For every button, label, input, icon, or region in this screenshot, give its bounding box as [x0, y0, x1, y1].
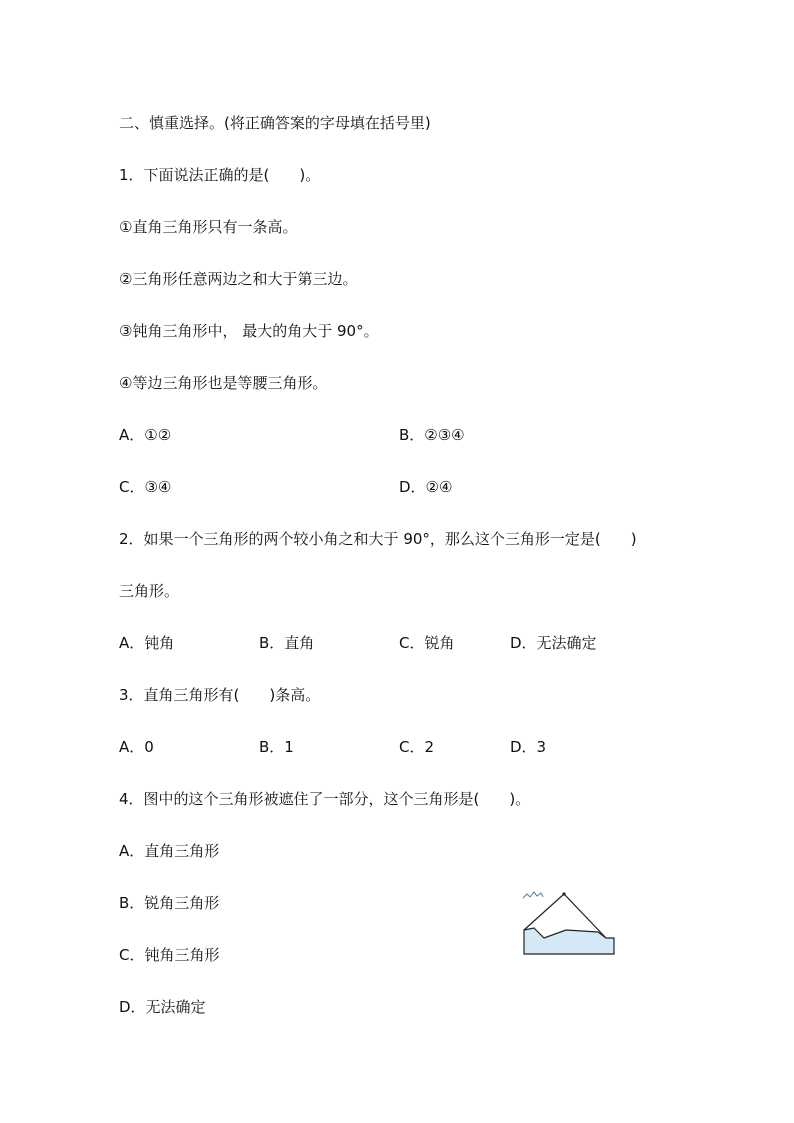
triangle-apex — [562, 892, 565, 895]
q2-option-c[interactable]: C．锐角 — [399, 634, 455, 652]
q1-option-a[interactable]: A．①② — [119, 426, 172, 444]
section-title: 二、慎重选择。(将正确答案的字母填在括号里) — [119, 114, 431, 132]
q3-option-d[interactable]: D．3 — [510, 738, 547, 756]
q2-stem-line2: 三角形。 — [119, 582, 180, 600]
covered-triangle-figure — [520, 888, 620, 958]
q1-statement-3: ③钝角三角形中， 最大的角大于 90°。 — [119, 322, 379, 340]
q1-statement-1: ①直角三角形只有一条高。 — [119, 218, 298, 236]
q4-option-c[interactable]: C．钝角三角形 — [119, 946, 220, 964]
q2-option-a[interactable]: A．钝角 — [119, 634, 175, 652]
q1-option-b[interactable]: B．②③④ — [399, 426, 465, 444]
q1-stem: 1．下面说法正确的是( )。 — [119, 166, 321, 184]
q4-option-d[interactable]: D．无法确定 — [119, 998, 206, 1016]
q4-option-b[interactable]: B．锐角三角形 — [119, 894, 220, 912]
q3-option-c[interactable]: C．2 — [399, 738, 435, 756]
q1-option-c[interactable]: C．③④ — [119, 478, 172, 496]
q1-statement-4: ④等边三角形也是等腰三角形。 — [119, 374, 328, 392]
q2-stem-line1: 2．如果一个三角形的两个较小角之和大于 90°，那么这个三角形一定是( ) — [119, 530, 637, 548]
q2-option-b[interactable]: B．直角 — [259, 634, 315, 652]
q3-option-b[interactable]: B．1 — [259, 738, 294, 756]
q1-statement-2: ②三角形任意两边之和大于第三边。 — [119, 270, 358, 288]
covered-triangle-svg — [520, 888, 620, 958]
q1-option-d[interactable]: D．②④ — [399, 478, 453, 496]
q4-stem: 4．图中的这个三角形被遮住了一部分，这个三角形是( )。 — [119, 790, 531, 808]
squiggle-mark — [523, 892, 543, 898]
q3-stem: 3．直角三角形有( )条高。 — [119, 686, 321, 704]
q3-option-a[interactable]: A．0 — [119, 738, 154, 756]
q4-option-a[interactable]: A．直角三角形 — [119, 842, 220, 860]
q2-option-d[interactable]: D．无法确定 — [510, 634, 597, 652]
